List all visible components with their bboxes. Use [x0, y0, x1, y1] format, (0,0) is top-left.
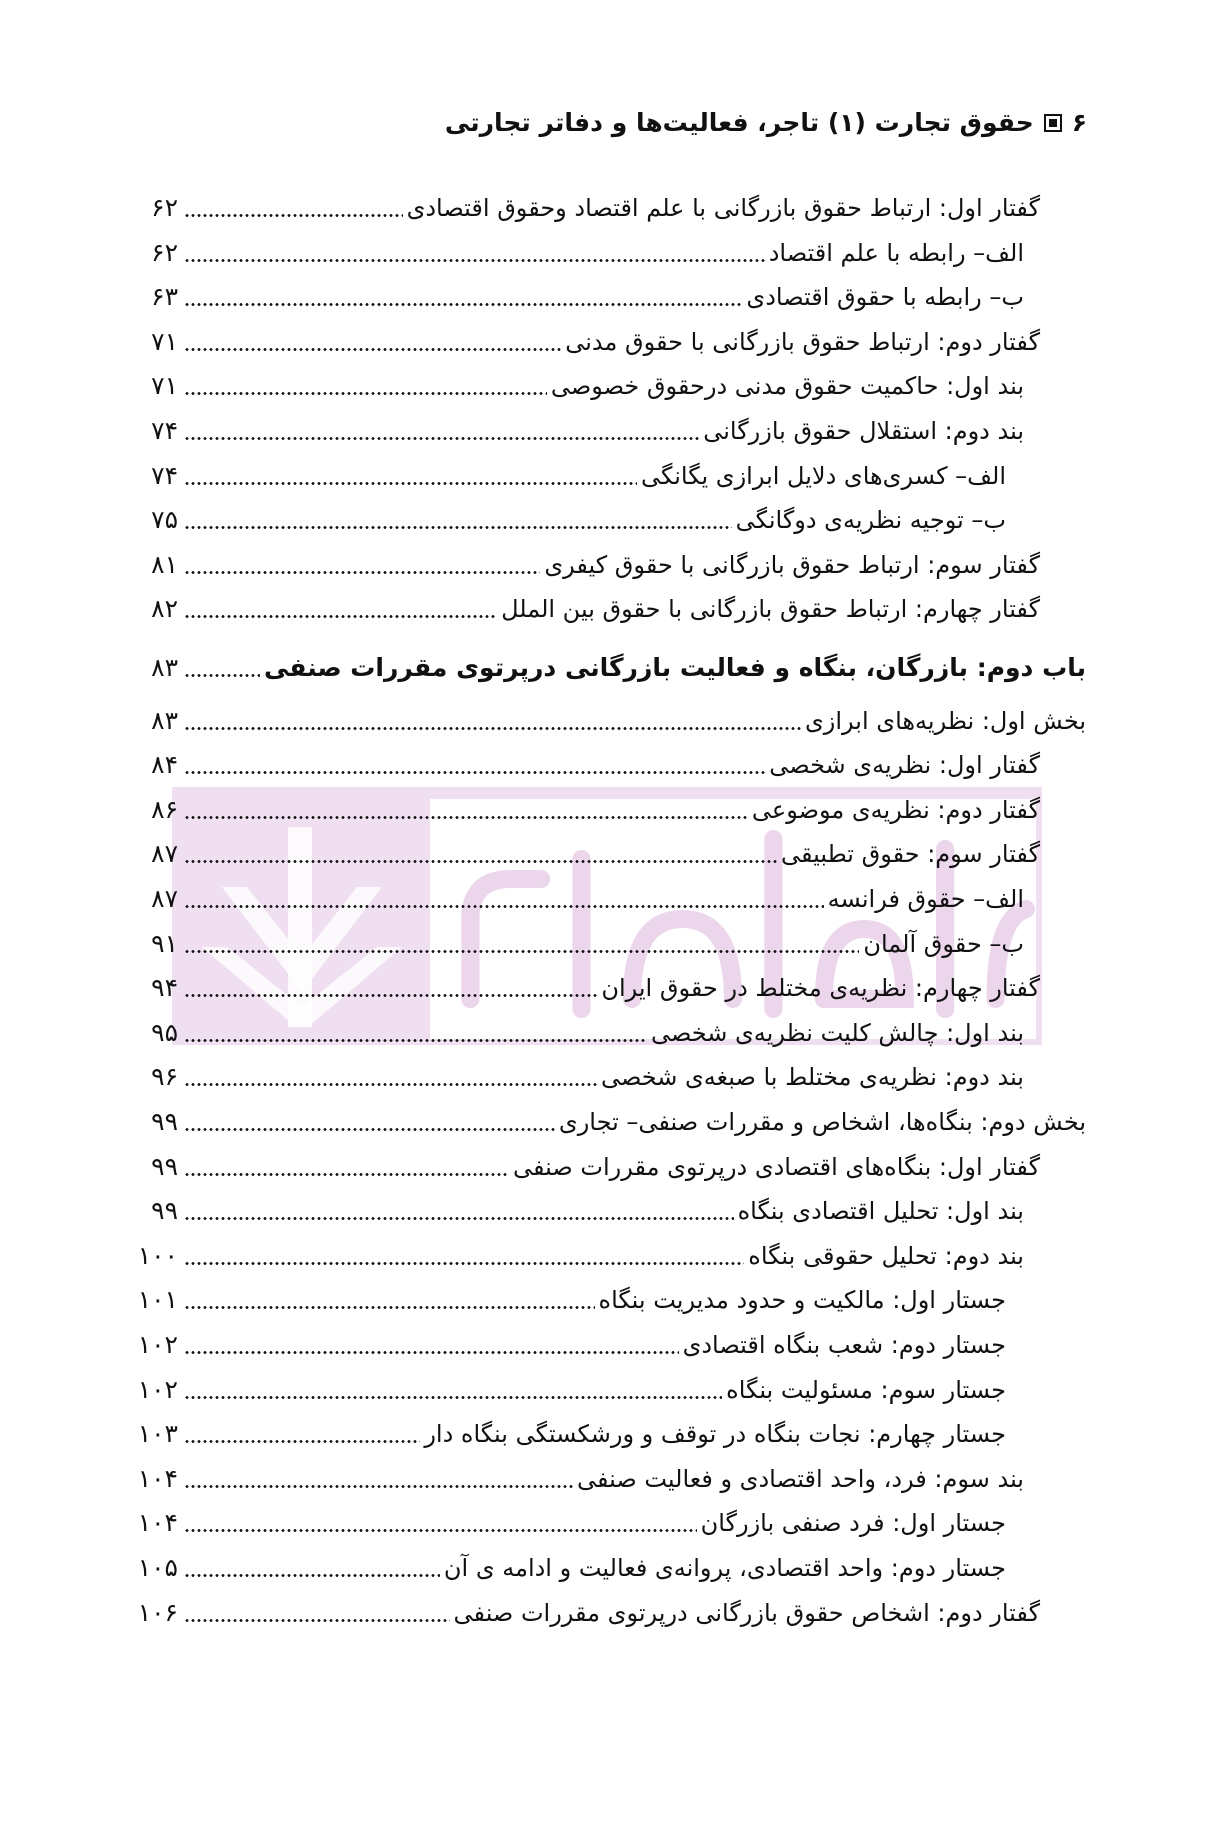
- toc-entry-title: بند اول: چالش کلیت نظریه‌ی شخصی: [650, 1018, 1024, 1047]
- dot-leader: [184, 1280, 595, 1320]
- toc-entry: [0, 1280, 1209, 1320]
- toc-entry-page-number: ۱۰۵: [137, 1553, 178, 1582]
- toc-entry-page-number: ۱۰۱: [137, 1285, 178, 1315]
- toc-entry-title: بخش اول: نظریه‌های ابرازی: [805, 706, 1086, 735]
- toc-entry: [0, 790, 1209, 830]
- toc-entry-title: گفتار اول: ارتباط حقوق بازرگانی با علم اقتصاد وحقوق اقتصادی: [406, 194, 1040, 222]
- toc-entry: [0, 834, 1209, 874]
- toc-entry-title: گفتار سوم: حقوق تطبیقی: [780, 840, 1040, 869]
- toc-chapter-heading: [0, 648, 1209, 688]
- toc-entry-page-number: ۸۷: [151, 884, 178, 913]
- toc-entry-title: ب– حقوق آلمان: [863, 929, 1024, 958]
- toc-entry-page-number: ۶۳: [151, 282, 178, 312]
- dot-leader: [184, 1236, 744, 1276]
- toc-entry-title: بند اول: تحلیل اقتصادی بنگاه: [737, 1197, 1024, 1226]
- toc-entry-page-number: ۸۴: [151, 750, 178, 780]
- toc-entry-title: بند سوم: فرد، واحد اقتصادی و فعالیت صنفی: [576, 1464, 1024, 1493]
- toc-entry: [0, 456, 1209, 496]
- dot-leader: [184, 456, 637, 496]
- toc-entry-page-number: ۷۴: [151, 460, 178, 490]
- toc-entry-title: بند دوم: تحلیل حقوقی بنگاه: [748, 1241, 1024, 1270]
- toc-entry-page-number: ۱۰۳: [137, 1419, 178, 1449]
- toc-entry: [0, 745, 1209, 785]
- toc-entry-title: گفتار چهارم: نظریه‌ی مختلط در حقوق ایران: [601, 974, 1040, 1003]
- toc-entry-title: جستار دوم: واحد اقتصادی، پروانه‌ی فعالیت و ادامه ی آن: [443, 1554, 1006, 1582]
- toc-entry-title: گفتار دوم: اشخاص حقوق بازرگانی درپرتوی مقررات صنفی: [453, 1598, 1040, 1627]
- dot-leader: [184, 545, 540, 585]
- toc-entry-page-number: ۱۰۶: [137, 1597, 178, 1627]
- toc-entry: [0, 233, 1209, 273]
- toc-entry-page-number: ۱۰۴: [137, 1463, 178, 1493]
- dot-leader: [184, 233, 765, 273]
- dot-leader: [184, 1147, 509, 1187]
- toc-entry-title: بند دوم: نظریه‌ی مختلط با صبغه‌ی شخصی: [600, 1063, 1024, 1092]
- toc-entry: [0, 1057, 1209, 1097]
- toc-entry: [0, 1414, 1209, 1454]
- dot-leader: [184, 968, 597, 1008]
- toc-entry-title: الف– کسری‌های دلایل ابرازی یگانگی: [640, 461, 1006, 490]
- dot-leader: [184, 500, 732, 540]
- toc-entry-title: ب– توجیه نظریه‌ی دوگانگی: [735, 506, 1006, 535]
- toc-entry-page-number: ۷۱: [151, 326, 178, 356]
- toc-entry: [0, 366, 1209, 406]
- dot-leader: [184, 701, 801, 741]
- dot-leader: [184, 411, 699, 451]
- dot-leader: [184, 277, 742, 317]
- dot-leader: [184, 1057, 597, 1097]
- toc-entry: [0, 1236, 1209, 1276]
- toc-entry-page-number: ۹۵: [151, 1017, 178, 1047]
- toc-entry-page-number: ۹۹: [151, 1107, 178, 1136]
- toc-entry: [0, 322, 1209, 362]
- toc-entry: [0, 1593, 1209, 1633]
- toc-entry-page-number: ۱۰۴: [137, 1508, 178, 1538]
- dot-leader: [184, 589, 497, 629]
- dot-leader: [184, 1191, 734, 1231]
- toc-entry-page-number: ۱۰۲: [137, 1330, 178, 1359]
- dot-leader: [184, 1102, 555, 1142]
- toc-entry: [0, 924, 1209, 964]
- toc-entry: [0, 1102, 1209, 1142]
- toc-entry: [0, 277, 1209, 317]
- toc-entry: [0, 968, 1209, 1008]
- toc-entry-title: گفتار دوم: ارتباط حقوق بازرگانی با حقوق مدنی: [565, 327, 1040, 356]
- dot-leader: [184, 188, 403, 228]
- toc-entry-title: گفتار چهارم: ارتباط حقوق بازرگانی با حقوق بین الملل: [501, 595, 1040, 624]
- toc-entry-page-number: ۸۱: [151, 549, 178, 579]
- toc-entry: [0, 1503, 1209, 1543]
- toc-entry-title: گفتار دوم: نظریه‌ی موضوعی: [751, 795, 1040, 824]
- dot-leader: [184, 648, 260, 688]
- toc-entry-title: گفتار سوم: ارتباط حقوق بازرگانی با حقوق کیفری: [544, 550, 1040, 579]
- toc-entry: [0, 188, 1209, 228]
- toc-entry: [0, 1370, 1209, 1410]
- dot-leader: [184, 790, 748, 830]
- toc-entry-page-number: ۱۰۲: [137, 1374, 178, 1404]
- toc-entry-title: باب دوم: بازرگان، بنگاه و فعالیت بازرگانی درپرتوی مقررات صنفی: [263, 653, 1086, 682]
- toc-entry-page-number: ۹۶: [151, 1062, 178, 1092]
- dot-leader: [184, 745, 765, 785]
- toc-entry: [0, 879, 1209, 919]
- toc-entry: [0, 545, 1209, 585]
- toc-entry-title: الف– رابطه با علم اقتصاد: [768, 238, 1024, 267]
- dot-leader: [184, 366, 547, 406]
- dot-leader: [184, 1414, 420, 1454]
- toc-entry-page-number: ۹۱: [151, 928, 178, 958]
- dot-leader: [184, 1548, 440, 1588]
- toc-entry-page-number: ۸۳: [151, 653, 178, 682]
- toc-entry: [0, 1325, 1209, 1365]
- toc-entry-page-number: ۸۶: [151, 794, 178, 824]
- toc-entry-title: بند دوم: استقلال حقوق بازرگانی: [703, 417, 1024, 445]
- toc-entry-title: بخش دوم: بنگاه‌ها، اشخاص و مقررات صنفی– تجاری: [558, 1108, 1086, 1136]
- dot-leader: [184, 1593, 450, 1633]
- toc-entry-title: بند اول: حاکمیت حقوق مدنی درحقوق خصوصی: [550, 372, 1024, 401]
- toc-entry-title: جستار چهارم: نجات بنگاه در توقف و ورشکستگی بنگاه دار: [424, 1420, 1006, 1449]
- toc-entry-title: ب– رابطه با حقوق اقتصادی: [746, 283, 1024, 312]
- dot-leader: [184, 1013, 647, 1053]
- dot-leader: [184, 1325, 679, 1365]
- toc-entry-page-number: ۹۹: [151, 1196, 178, 1226]
- toc-entry: [0, 1013, 1209, 1053]
- dot-leader: [184, 1459, 573, 1499]
- toc-entry-page-number: ۷۵: [151, 505, 178, 535]
- toc-entry: [0, 701, 1209, 741]
- toc-entry-page-number: ۶۲: [151, 193, 178, 222]
- toc-entry: [0, 1459, 1209, 1499]
- toc-entry-page-number: ۷۴: [151, 416, 178, 445]
- toc-entry-title: جستار دوم: شعب بنگاه اقتصادی: [682, 1331, 1006, 1359]
- dot-leader: [184, 924, 859, 964]
- toc-entry-title: جستار اول: مالکیت و حدود مدیریت بنگاه: [598, 1286, 1006, 1315]
- dot-leader: [184, 322, 561, 362]
- toc-entry-page-number: ۸۳: [151, 705, 178, 735]
- header-book-title: حقوق تجارت (۱) تاجر، فعالیت‌ها و دفاتر تجارتی: [444, 108, 1034, 137]
- toc-entry-title: گفتار اول: نظریه‌ی شخصی: [769, 751, 1040, 780]
- toc-entry: [0, 1147, 1209, 1187]
- dot-leader: [184, 1370, 722, 1410]
- toc-entry-title: جستار سوم: مسئولیت بنگاه: [726, 1375, 1006, 1404]
- toc-entry-title: جستار اول: فرد صنفی بازرگان: [700, 1509, 1006, 1538]
- toc-entry-page-number: ۱۰۰: [137, 1240, 178, 1270]
- header-page-number: ۶: [1071, 108, 1087, 137]
- toc-entry: [0, 500, 1209, 540]
- toc-entry-page-number: ۶۲: [151, 237, 178, 267]
- toc-entry-title: الف– حقوق فرانسه: [827, 885, 1024, 913]
- toc-entry-page-number: ۹۴: [151, 973, 178, 1003]
- toc-entry: [0, 1191, 1209, 1231]
- toc-entry-page-number: ۸۲: [151, 594, 178, 624]
- toc-entry: [0, 1548, 1209, 1588]
- dot-leader: [184, 879, 824, 919]
- toc-entry: [0, 411, 1209, 451]
- toc-entry-page-number: ۹۹: [151, 1151, 178, 1181]
- toc-entry-page-number: ۷۱: [151, 371, 178, 401]
- toc-entry-title: گفتار اول: بنگاه‌های اقتصادی درپرتوی مقررات صنفی: [513, 1152, 1040, 1181]
- dot-leader: [184, 1503, 697, 1543]
- toc-entry: [0, 589, 1209, 629]
- toc-entry-page-number: ۸۷: [151, 839, 178, 869]
- dot-leader: [184, 834, 777, 874]
